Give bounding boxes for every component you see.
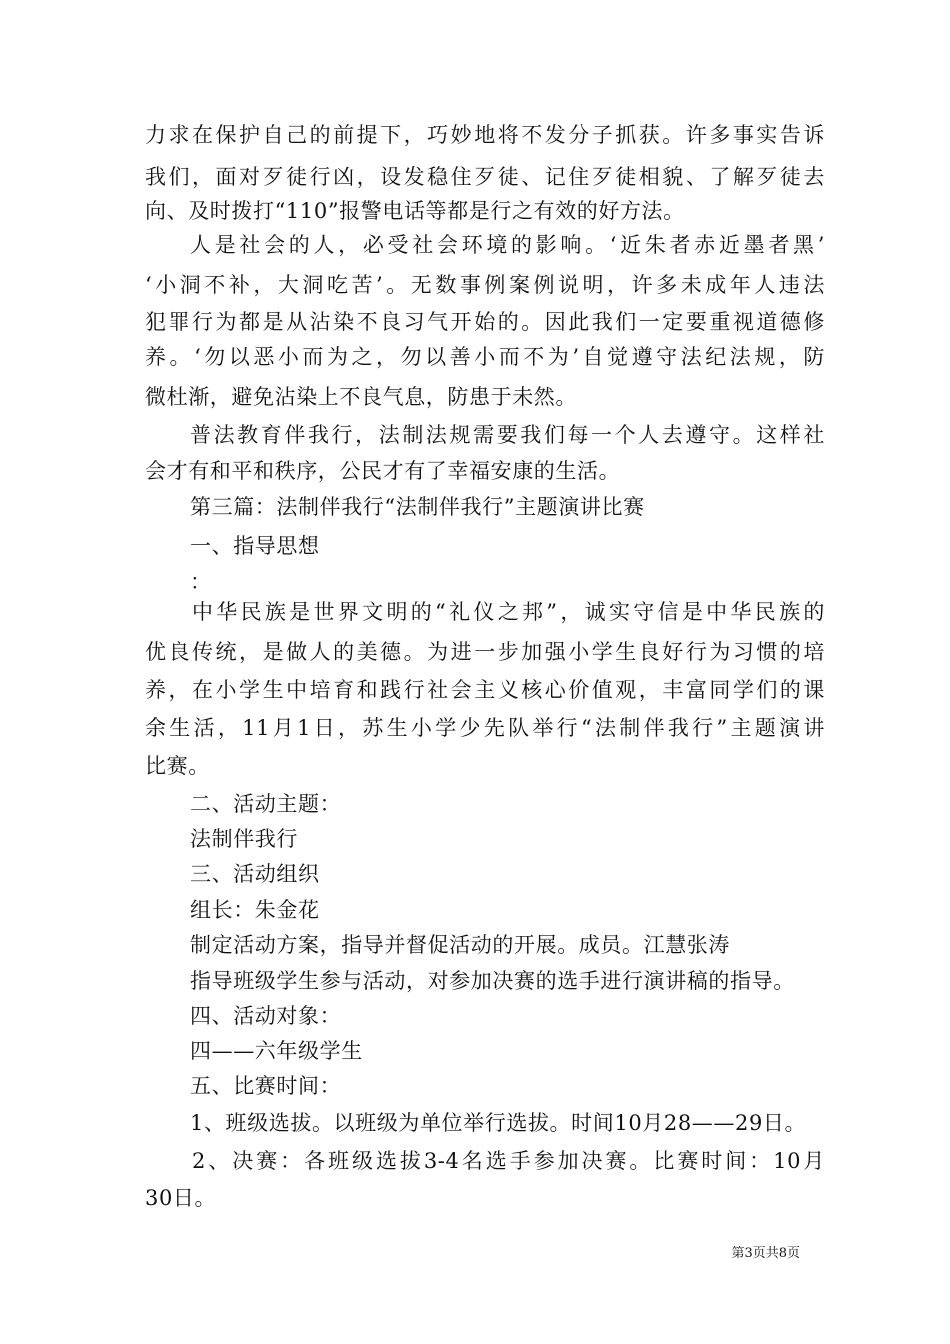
- paragraph-line: 养，在小学生中培育和践行社会主义核心价值观，丰富同学们的课: [145, 678, 825, 702]
- paragraph-line: 余生活，11月1日，苏生小学少先队举行“法制伴我行”主题演讲: [145, 716, 825, 740]
- paragraph-line: 1、班级选拔。以班级为单位举行选拔。时间10月28——29日。: [190, 1111, 807, 1135]
- paragraph-line: 人是社会的人，必受社会环境的影响。‘近朱者赤近墨者黑’: [190, 233, 825, 257]
- section-heading: 一、指导思想: [190, 534, 320, 558]
- paragraph-line: 力求在保护自己的前提下，巧妙地将不发分子抓获。许多事实告诉: [145, 123, 825, 147]
- paragraph-line: 普法教育伴我行，法制法规需要我们每一个人去遵守。这样社: [190, 423, 825, 447]
- paragraph-line: ‘小洞不补，大洞吃苦’。无数事例案例说明，许多未成年人违法: [145, 273, 825, 297]
- paragraph-line: 2、决赛：各班级选拔3-4名选手参加决赛。比赛时间：10月: [192, 1149, 825, 1173]
- paragraph-line: 优良传统，是做人的美德。为进一步加强小学生良好行为习惯的培: [145, 640, 825, 664]
- section-title: 第三篇：法制伴我行“法制伴我行”主题演讲比赛: [190, 495, 645, 519]
- paragraph-line: 四——六年级学生: [190, 1039, 363, 1063]
- paragraph-line: 30日。: [145, 1186, 217, 1210]
- paragraph-line: 养。‘勿以恶小而为之，勿以善小而不为’自觉遵守法纪法规，防: [145, 345, 825, 369]
- paragraph-line: 指导班级学生参与活动，对参加决赛的选手进行演讲稿的指导。: [190, 969, 795, 993]
- section-heading: 三、活动组织: [190, 862, 320, 886]
- paragraph-line: 制定活动方案，指导并督促活动的开展。成员。江慧张涛: [190, 933, 730, 957]
- page-number: 第3页共8页: [731, 1246, 800, 1261]
- section-heading: 二、活动主题：: [190, 792, 342, 816]
- section-heading: 四、活动对象：: [190, 1004, 342, 1028]
- section-heading: 五、比赛时间：: [190, 1074, 342, 1098]
- paragraph-line: 组长：朱金花: [190, 898, 320, 922]
- paragraph-line: 中华民族是世界文明的“礼仪之邦”，诚实守信是中华民族的: [192, 600, 825, 624]
- paragraph-line: 犯罪行为都是从沾染不良习气开始的。因此我们一定要重视道德修: [145, 310, 825, 334]
- paragraph-line: 我们，面对歹徒行凶，设发稳住歹徒、记住歹徒相貌、了解歹徒去: [145, 165, 825, 189]
- paragraph-line: 向、及时拨打“110”报警电话等都是行之有效的好方法。: [145, 199, 685, 223]
- paragraph-line: 会才有和平和秩序，公民才有了幸福安康的生活。: [145, 459, 621, 483]
- paragraph-line: 法制伴我行: [190, 827, 298, 851]
- paragraph-line: ：: [190, 570, 212, 594]
- paragraph-line: 微杜渐，避免沾染上不良气息，防患于未然。: [145, 385, 577, 409]
- paragraph-line: 比赛。: [145, 754, 210, 778]
